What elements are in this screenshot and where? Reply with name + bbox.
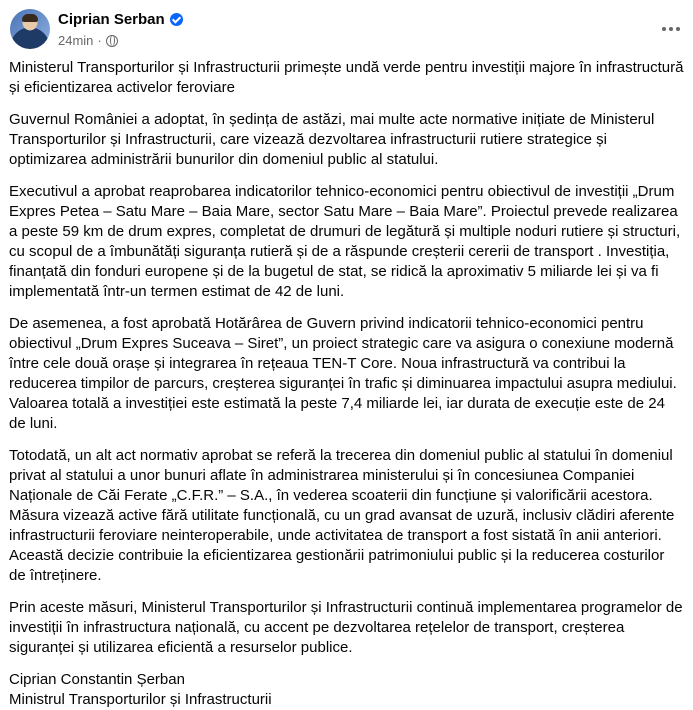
verified-badge-icon [170, 13, 183, 26]
globe-icon [106, 35, 118, 47]
post-paragraph: Totodată, un alt act normativ aprobat se referă la trecerea din domeniul public al statului în domeniul privat al statului a unor bunuri aflate în administrarea ministerului și în concesiunea Companiei Naționale de Căi Ferate „C.F.R.” – S.A., în vederea scoaterii din funcțiune și valorificării acestora. Măsura vizează active fără utilitate funcțională, cu un grad avansat de uzură, inclusiv clădiri aferente infrastructurii feroviare neinteroperabile, unde activitatea de transport a fost sistată în anii anteriori. Această decizie contribuie la eficientizarea gestionării patrimoniului public și la reducerea costurilor de întreținere. [9, 447, 675, 584]
post-paragraph: Ministerul Transporturilor și Infrastructurii primește undă verde pentru investiții majore în infrastructură și eficientizarea activelor feroviare [9, 59, 684, 96]
avatar-hair [22, 14, 38, 22]
avatar[interactable] [10, 9, 50, 49]
post-paragraph: De asemenea, a fost aprobată Hotărârea de Guvern privind indicatorii tehnico-economici pentru obiectivul „Drum Expres Suceava – Siret”, un proiect strategic care va asigura o conexiune modernă între cele două orașe și integrarea în rețeaua TEN-T Core. Noua infrastructură va contribui la reducerea timpilor de parcurs, creșterea siguranței în trafic și diminuarea impactului asupra mediului. Valoarea totală a investiției este estimată la peste 7,4 miliarde lei, iar durata de execuție este de 24 de luni. [9, 315, 677, 432]
post-timestamp[interactable]: 24min [58, 33, 94, 48]
post-paragraph: Guvernul României a adoptat, în ședința de astăzi, mai multe acte normative inițiate de Ministerul Transporturilor și Infrastructurii, care vizează dezvoltarea infrastructurii rutiere strategice și optimizarea administrării bunurilor din domeniul public al statului. [9, 111, 655, 168]
post-meta [58, 33, 118, 48]
signature-title: Ministrul Transporturilor și Infrastructurii [9, 691, 272, 708]
author-name[interactable]: Ciprian Serban [58, 11, 165, 28]
post-body [9, 58, 685, 710]
more-options-icon[interactable] [659, 19, 683, 39]
more-dot [676, 27, 680, 31]
post-paragraph: Executivul a aprobat reaprobarea indicatorilor tehnico-economici pentru obiectivul de investiții „Drum Expres Petea – Satu Mare – Baia Mare, sector Satu Mare – Baia Mare”. Proiectul prevede realizarea a peste 59 km de drum expres, completat de drumuri de legătură și multiple noduri rutiere și structuri, cu scopul de a îmbunătăți siguranța rutieră și de a răspunde creșterii cererii de transport . Investiția, finanțată din fonduri europene și de la bugetul de stat, se ridică la aproximativ 5 miliarde lei și va fi implementată într-un termen estimat de 42 de luni. [9, 183, 681, 300]
signature-name: Ciprian Constantin Șerban [9, 671, 185, 688]
meta-separator: · [97, 33, 102, 48]
author-row [58, 11, 183, 28]
more-dot [669, 27, 673, 31]
more-dot [662, 27, 666, 31]
post-paragraph: Prin aceste măsuri, Ministerul Transporturilor și Infrastructurii continuă implementarea programelor de investiții în infrastructura națională, cu accent pe dezvoltarea rețelelor de transport, creșterea siguranței și utilizarea eficientă a resurselor publice. [9, 599, 683, 656]
post-header [10, 9, 683, 51]
